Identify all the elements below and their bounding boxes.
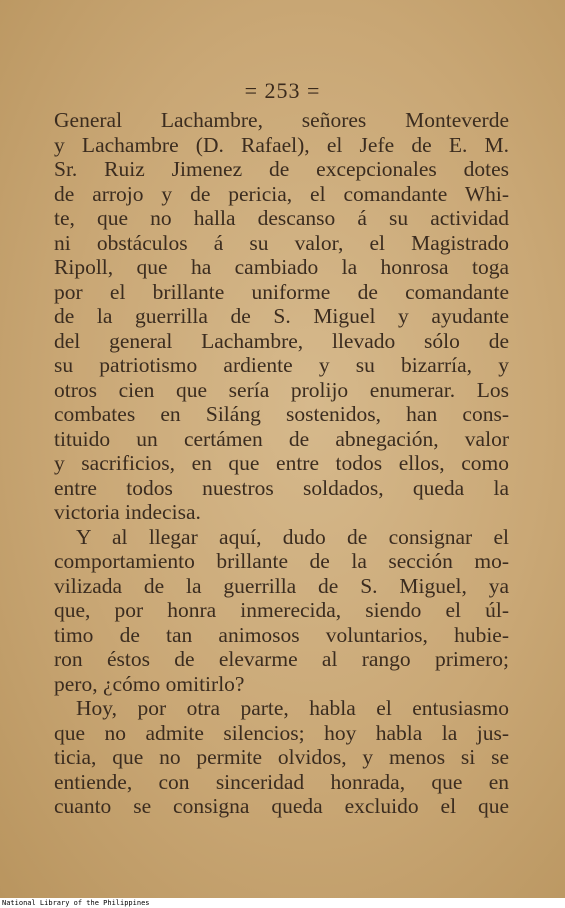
text-line: combates en Siláng sostenidos, han cons-: [54, 402, 509, 426]
text-line: y sacrificios, en que entre todos ellos, como: [54, 451, 509, 475]
text-line: de arrojo y de pericia, el comandante Whi-: [54, 181, 509, 206]
text-line: entre todos nuestros soldados, queda la: [54, 475, 509, 500]
text-line: Ripoll, que ha cambiado la honrosa toga: [54, 255, 509, 279]
text-line: victoria indecisa.: [54, 500, 201, 524]
text-line: entiende, con sinceridad honrada, que en: [54, 769, 509, 794]
text-line: timo de tan animosos voluntarios, hubie-: [54, 622, 509, 647]
text-line: Y al llegar aquí, dudo de consignar el: [76, 524, 509, 549]
text-line: comportamiento brillante de la sección mo-: [54, 549, 509, 573]
text-line: ron éstos de elevarme al rango primero;: [54, 647, 509, 671]
text-line: General Lachambre, señores Monteverde: [54, 108, 509, 132]
body-text: [54, 108, 509, 819]
text-line: del general Lachambre, llevado sólo de: [54, 328, 509, 353]
text-line: Hoy, por otra parte, habla el entusiasmo: [76, 696, 509, 720]
text-line: ni obstáculos á su valor, el Magistrado: [54, 230, 509, 255]
text-line: Sr. Ruiz Jimenez de excepcionales dotes: [54, 157, 509, 181]
text-line: que no admite silencios; hoy habla la jus-: [54, 720, 509, 745]
text-line: cuanto se consigna queda excluido el que: [54, 794, 509, 818]
library-credit: National Library of the Philippines: [2, 899, 150, 907]
text-line: y Lachambre (D. Rafael), el Jefe de E. M.: [54, 132, 509, 157]
text-line: te, que no halla descanso á su actividad: [54, 206, 509, 230]
text-line: que, por honra inmerecida, siendo el úl-: [54, 598, 509, 622]
text-line: otros cien que sería prolijo enumerar. Los: [54, 377, 509, 402]
text-line: pero, ¿cómo omitirlo?: [54, 671, 245, 696]
text-line: vilizada de la guerrilla de S. Miguel, ya: [54, 573, 509, 598]
text-line: por el brillante uniforme de comandante: [54, 279, 509, 304]
text-line: tituido un certámen de abnegación, valor: [54, 426, 509, 451]
page-number: = 253 =: [244, 78, 321, 103]
text-line: su patriotismo ardiente y su bizarría, y: [54, 353, 509, 377]
text-line: ticia, que no permite olvidos, y menos si se: [54, 745, 509, 769]
text-line: de la guerrilla de S. Miguel y ayudante: [54, 304, 509, 328]
